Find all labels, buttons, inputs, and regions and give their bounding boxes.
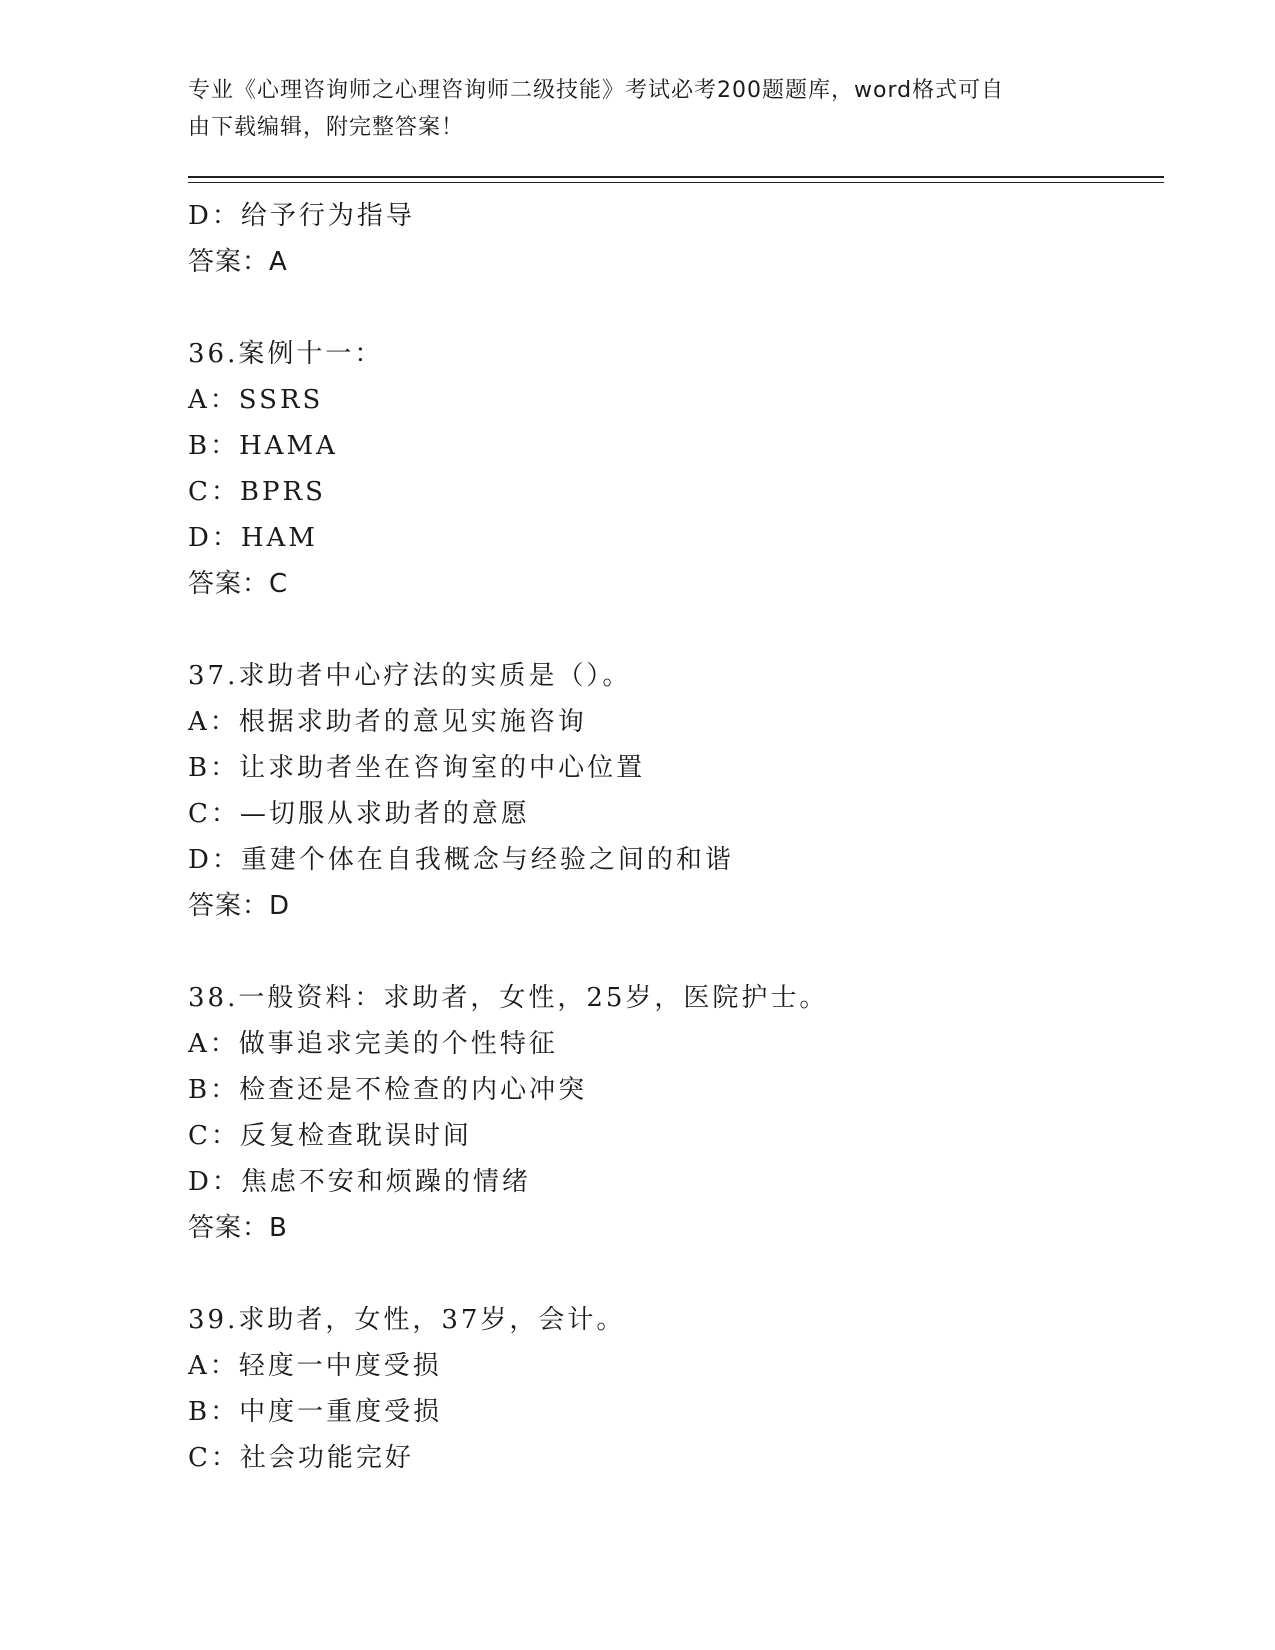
header-line-1: 专业《心理咨询师之心理咨询师二级技能》考试必考200题题库，word格式可自 (188, 78, 1005, 103)
option-a: A：轻度一中度受损 (188, 1351, 442, 1381)
option-b: B：中度一重度受损 (188, 1397, 443, 1427)
answer-line: 答案：C (188, 569, 289, 599)
question-36 (188, 331, 1188, 607)
option-c: C：BPRS (188, 477, 326, 507)
spacer (188, 929, 1188, 975)
spacer (188, 607, 1188, 653)
option-c: C：反复检查耽误时间 (188, 1121, 472, 1151)
spacer (188, 285, 1188, 331)
option-a: A：做事追求完美的个性特征 (188, 1029, 558, 1059)
option-c: C：社会功能完好 (188, 1443, 414, 1473)
question-content (188, 193, 1188, 1481)
option-c: C：—切服从求助者的意愿 (188, 799, 530, 829)
header-divider-thick (188, 176, 1164, 178)
option-b: B：检查还是不检查的内心冲突 (188, 1075, 588, 1105)
option-d: D：给予行为指导 (188, 201, 415, 231)
header-line-2: 由下载编辑，附完整答案！ (188, 115, 465, 140)
answer-line: 答案：A (188, 247, 288, 277)
header-divider-thin (188, 182, 1164, 183)
question-stem: 37.求助者中心疗法的实质是（）。 (188, 661, 632, 691)
option-d: D：焦虑不安和烦躁的情绪 (188, 1167, 531, 1197)
question-39 (188, 1297, 1188, 1481)
question-stem: 39.求助者，女性，37岁，会计。 (188, 1305, 626, 1335)
question-stem: 38.一般资料：求助者，女性，25岁，医院护士。 (188, 983, 829, 1013)
option-b: B：让求助者坐在咨询室的中心位置 (188, 753, 646, 783)
question-stem: 36.案例十一： (188, 339, 384, 369)
document-header (188, 72, 1068, 146)
previous-question-tail (188, 193, 1188, 285)
option-a: A：SSRS (188, 385, 324, 415)
question-37 (188, 653, 1188, 929)
option-d: D：HAM (188, 523, 318, 553)
option-d: D：重建个体在自我概念与经验之间的和谐 (188, 845, 734, 875)
option-a: A：根据求助者的意见实施咨询 (188, 707, 587, 737)
answer-line: 答案：D (188, 891, 291, 921)
question-38 (188, 975, 1188, 1251)
option-b: B：HAMA (188, 431, 338, 461)
spacer (188, 1251, 1188, 1297)
answer-line: 答案：B (188, 1213, 288, 1243)
